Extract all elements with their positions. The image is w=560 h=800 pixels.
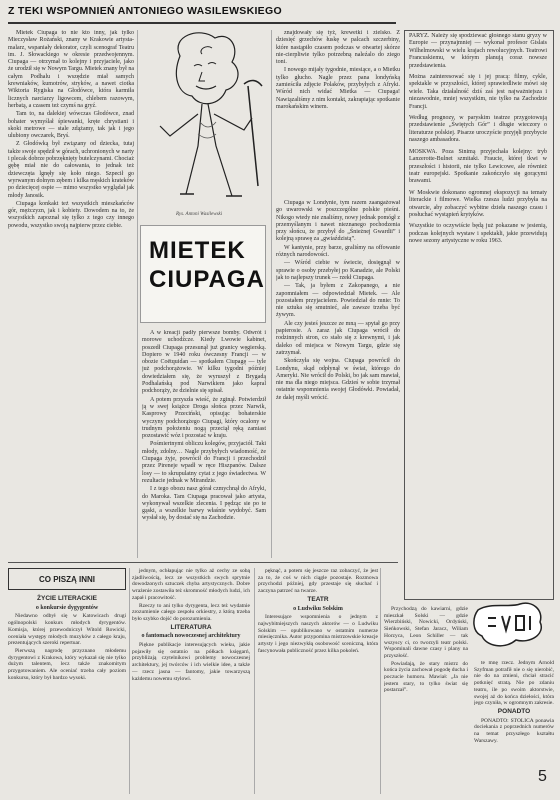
section-header: Z TEKI WSPOMNIEŃ ANTONIEGO WASILEWSKIEGO: [8, 5, 282, 17]
paragraph: Powiadają, że stary mistrz do końca życia zachował pogodę ducha i poczucie humoru. Mawiał: „Ja nie jestem stary, to tylko świat się postarzał”.: [384, 660, 468, 694]
sidebar-text: [409, 33, 547, 593]
article-title-box: [140, 225, 266, 323]
caricature-drawing: [140, 26, 270, 216]
subsection-subheading: o konkursie dygygentów: [35, 604, 99, 611]
paragraph: Z Głodówką był związany od dziecka, tutaj także swoje spędził w górach, uchronionych w narty i plecak dobrze pobrzęknięty butelczynami. Chociaż gębę miał nie do całowania, to jednak też dziewczęta lgnęły się koło niego. Szpecił go wyrwanym dolnym zębem i kilka męskich krateków po dziecięcej ospie — mimo wszystko wyglądał jak młody Janosik.: [8, 141, 134, 199]
section-box-title: CO PISZĄ INNI: [8, 568, 126, 590]
seca-logo: [470, 600, 550, 655]
subsection-subheading: o Ludwiku Solskim: [293, 605, 343, 612]
bottom-column-2: [132, 568, 250, 794]
paragraph: Ciupaga konkakt też wszystkich mieszkańców gór, mężczyzn, jak i kobiety. Dowodem na to, że wszystkich zapoznał się tylko z tego czy innego powodu, wszystko swoją najpierw przez ciebie.: [8, 200, 134, 229]
article-title: MIETEK CIUPAGA: [149, 237, 265, 293]
paragraph: znajdowały się tyż, krewetki i zielsko. Z dziesięć grzechów łuskę w palcach szczerbiny, które nastąpiło czasem podczas w otwartej skórze nie-cierpliwie tylko potrzebną naleźalo do ziego toni.: [276, 30, 400, 66]
paragraph: Rzeczy to ani tylko dyrygenta, lecz też wydatnie zrozumienie całego zespołu orkiestry, z którą trzeba było szybko dojść do porozumienia.: [132, 602, 250, 622]
header-rule: [8, 22, 396, 24]
article-column-right-upper: [276, 30, 400, 195]
column-divider: [129, 568, 130, 794]
subsection-heading: TEATR: [307, 595, 329, 603]
paragraph: jednym, ochłapując nie tylko aż cechy ze sobą zjadliwością, lecz ze wszystkich swych sprytnie dowodzonych sztuczek chyba artystycznych. Dobre wrażenie zostawiła też skromność młodych ludzi, ich zapał i pracowitość.: [132, 568, 250, 601]
paragraph: Ciupaga w Londynie, tym razem zaangażował go uwarowski w poszczególne polskie pieśni. Nikogo wtedy nie znaliśmy, nowy jednak pomógł z przemyślanym i nawet nieznanego pochodzenia przy słońcu, że przybył do „Śnieżnej Gwardii” i kolejną sprawę za „gwiaździstą”.: [276, 200, 400, 243]
paragraph: Ale czy jesteś jeszcze ze mną — spytał go przy papierosie. A zaraz jak Ciupaga wrócił do rodzinnych stron, co stało się z krewnymi, i jak daleko od miejsca w Nowym Targu, gdzie się zatrzymał.: [276, 320, 400, 356]
paragraph: Wszystkie to oczywiście będą już pokazane w jesienią, podczas kolejnych wystaw i spektakli, jakie przewidują nowe sezony artystyczne w roku 1963.: [409, 223, 547, 245]
paragraph: Przychodzą do kawiarni, gdzie mieszkał Solski — gdzie Wierzbiński, Nowicki, Ordyński, Sieńkowski, Stefan Jaracz, Wiliam Horzyca, Leon Schiller — tak wszyscy ci, co tworzyli teatr polski. Wspominali dawne czasy i plany na przyszłość.: [384, 606, 468, 659]
paragraph: W kantynie, przy barze, graliśmy na offowanie różnych narodowości.: [276, 244, 400, 259]
paragraph: I z tego obozu nasz górał czmychnął do Afryki, do Maroka. Tam Ciupaga pracował jako artysta, wykonywał wszelkie zlecenia. I pędząc sie po te gąski, a wszelkie barwy właśnie wydobyć. Sam wysłał się, by dostać się na Zachodzie.: [142, 486, 266, 522]
paragraph: Tam to, na dalekiej wówczas Głodówce, znad bohater wymyślał śpiewanki, kręte chrystiani i skoki metrowe — stale zdążamy, tak jak i jego ulubiony owczarek, Bryś.: [8, 111, 134, 140]
paragraph: Niedawno odbył się w Katowicach drugi ogólnopolski konkurs młodych dyrygentów. Komisja, której przewodniczył Witold Rowicki, oceniała występy młodych muzyków z całego kraju, prezentujących szeroki repertuar.: [8, 613, 126, 647]
column-divider: [271, 30, 272, 558]
paragraph: PONADTO: STOLICA ponawia dociekania z poprzednich numerów na temat przyszłego kształtu Warszawy.: [474, 717, 554, 744]
paragraph: Mietek Ciupaga to nie kto inny, jak tylko Mieczysław Rożański, znany w Krakowie artysta-malarz, wspaniały dekorator, czyli scenograf Teatru im. J. Słowackiego w okresie przedwojennym. Ciupaga — otrzymał to kolejny i przyjaciele, jako że urodził się w Nowym Targu. Mietek znany był na całym Podhalu i wszędzie miał samych krewniaków, kumotrów, stryków, a nawet ciotka Wiktoria Rygiska na Głodówce, która karmiła licznych narciarzy ligowcem, chlebem razowym, herbatą, a czasem też czymś na gryź.: [8, 30, 134, 109]
page-number: 5: [538, 768, 547, 785]
paragraph: Interesujące wspomnienia o jednym z najwybitniejszych naszych aktorów — o Ludwiku Solskim — opublikowano w ostatnim numerze miesięcznika. Autor przypomina mistrzowskie kreacje artysty i jego niezwykłą osobowość sceniczną, która fascynowała publiczność przez kilka pokoleń.: [258, 614, 378, 654]
paragraph: Pierwszą nagrodę przyznano młodemu dyrygentowi z Krakowa, który wykazał się nie tylko dużym talentem, lecz także znakomitym przygotowaniem. Ale oceniać trzeba cały poziom konkursu, który był bardzo wysoki.: [8, 647, 126, 681]
paragraph: te mnę rzecz. Jednym Arnold Szyfman potrafił nie o się nierobić, nie do na zmieni, chciał stracić potknięć stratą. Nie po zdaniu teatru, ile po swoim aktorstwie, swojej aż do końca dziełości, która jego czyniła, w ogromnym zakresie.: [474, 660, 554, 707]
paragraph: W Moskwie dokonano ogromnej ekspozycji na tematy literackie i filmowe. Wielka rzesza ludzi przybyła na otwarcie, aby zobaczyć wybitne dzieła naszego czasu i posłuchać wystąpień krytyków.: [409, 189, 547, 218]
paragraph: Skończyła się wojna. Ciupaga powrócił do Londynu, skąd odpłynął w świat, którego do Ameryki. Nie wrócił do Polski, bo jak sam mawiał, nie ma dla niego miejsca. Gdzieś w sobie trzymał ostatnie wspomnienia swojej Głodówki. Powiadał, że dalej myśli wrócić.: [276, 358, 400, 401]
paragraph: Można zainteresować się i jej pracą: filmy, cykle, spektakle w przyszłości, której sprawiedliwie mówi się wiele. Taka działalność dziś zaś jest najważniejsza i niezawodnie, mniej wszystkim, nie tylko na Zachodzie Francji.: [409, 74, 547, 110]
paragraph: — Tak, ja byłem z Zakopanego, a nie zapomniałem — odpowiedział Mietek. — Ale pozostałem przyjacielem. Powiedział do mnie: To nie sztuka się smutnieć, ale zawsze trzeba być żywym.: [276, 283, 400, 319]
column-divider: [380, 568, 381, 794]
paragraph: Pośmiertnymi obliczu kolegów, przyjaciół. Taki młody, zdolny… Nagle przybyłych wiadomość, że Ciupaga żyje, powrócił do Francji i przechodził przez Pireneje wpadł w ręce Hiszpanów. Dalsze losy — to skrupulatny cytat z jego świadectwa. W rezultacie jednak w Mirandzie.: [142, 441, 266, 484]
paragraph: A potem przyszła wieść, że zginął. Potwierdził ją w swej książce Droga słońca przez Narwik, Kasprowy Przeciński, opisując bohaterskie wyczyny podchorążego Ciupagi, który ocalony w trudnym położeniu nogą przeciął ręką zamiast pozostawić wóz i pozostać w kraju.: [142, 396, 266, 440]
paragraph: pęknąć, a potem się jeszcze raz zobaczyć, że jest za to, że coś w nich ciągle pozostaje. Rozmowa przychodzi później, gdy przestaje się słuchać i zaczyna patrzeć na twarze.: [258, 568, 378, 595]
subsection-heading: PONADTO: [497, 707, 531, 715]
column-divider: [137, 30, 138, 558]
paragraph: — Wśród ciebie w świecie, dosięgnął w sprawie o osoby przebyłej po Kanadzie, ale Polski jak to najlepszy trunek — rzekł Ciupaga.: [276, 260, 400, 281]
paragraph: MOSKWA. Poza Sinimą przyjechała kolejny: tryb Lanzerotte-Bulnet szmitaki. Fraucie, której tkwi w przeszłości i historii, nie tylko Lewicowe, ale również teatr europejski. Spotkanie zakończyło się gorącymi brawami.: [409, 148, 547, 185]
bottom-column-1: [8, 594, 126, 794]
bottom-column-5: [474, 660, 554, 764]
article-column-left: [8, 30, 134, 350]
paragraph: PARYŻ. Należy się spodziewać głośnego stanu gryzy w Europie — przynajmniej — wykonał profesor Gislais Wilhelmowski w wielu krajach rewolucyjnych. Teatrowi Francuskiemu, w którym planują coraz nowsze przedstawienia.: [409, 33, 547, 69]
column-divider: [254, 568, 255, 794]
paragraph: A w kreacji padły pierwsze bomby. Odwrót i morowe uchodźcze. Kiedy Lwowie kabinet, poszedł Ciupaga przesunął już granicy węgierską. Dopiero w 1940 roku ówczesny Francji — w obozie Coëtquidan — spotkałem Ciupagę — tyle już podchorążowie. W kilku tygodni później dowiedziałem się, że wyruszył z Brygadą Podhalańską pod Narwikiem jako kapral podchorąży, że dzielnie się spisał.: [142, 330, 266, 395]
news-sidebar: [404, 30, 554, 600]
subsection-heading: LITERATURA: [170, 623, 212, 631]
bottom-column-4: [384, 606, 468, 796]
paragraph: Piękne publikacje interesujących wieku, jakie pojawiły się ostatnio na półkach księgarń, przybliżają czytelnikowi problemy nowoczesnej architektury, jej twórców i ich wielkie idee, a także — rzecz jasna — fantomy, jakie towarzyszą każdemu nowemu stylowi.: [132, 642, 250, 682]
subsection-heading: ŻYCIE LITERACKIE: [37, 595, 97, 602]
subsection-subheading: o fantomach nowoczesnej architektury: [141, 633, 241, 640]
paragraph: I nowego mijały tygodnie, miesiące, a o Mietku tylko głucho. Nagle przez pana londyńską zamieściła zdjęcie Polaków, przybyłych z Afryki. Wśród nich widać Mietka — Ciupaga! Nawiązaliśmy z nim kontakt, zakrapiając spotkanie marokańskim winem.: [276, 67, 400, 110]
bottom-rule: [8, 562, 398, 563]
paragraph: Według prognozy, w paryskim teatrze przygotowują przedstawienie „Świętych Gór” i długie wieczory o literaturze polskiej. Pisarze uroczyście przyjęli przybycie naszego ambasadora.: [409, 115, 547, 144]
bottom-column-3: [258, 568, 378, 794]
drawing-caption: Rys. Antoni Wasilewski: [176, 212, 223, 217]
